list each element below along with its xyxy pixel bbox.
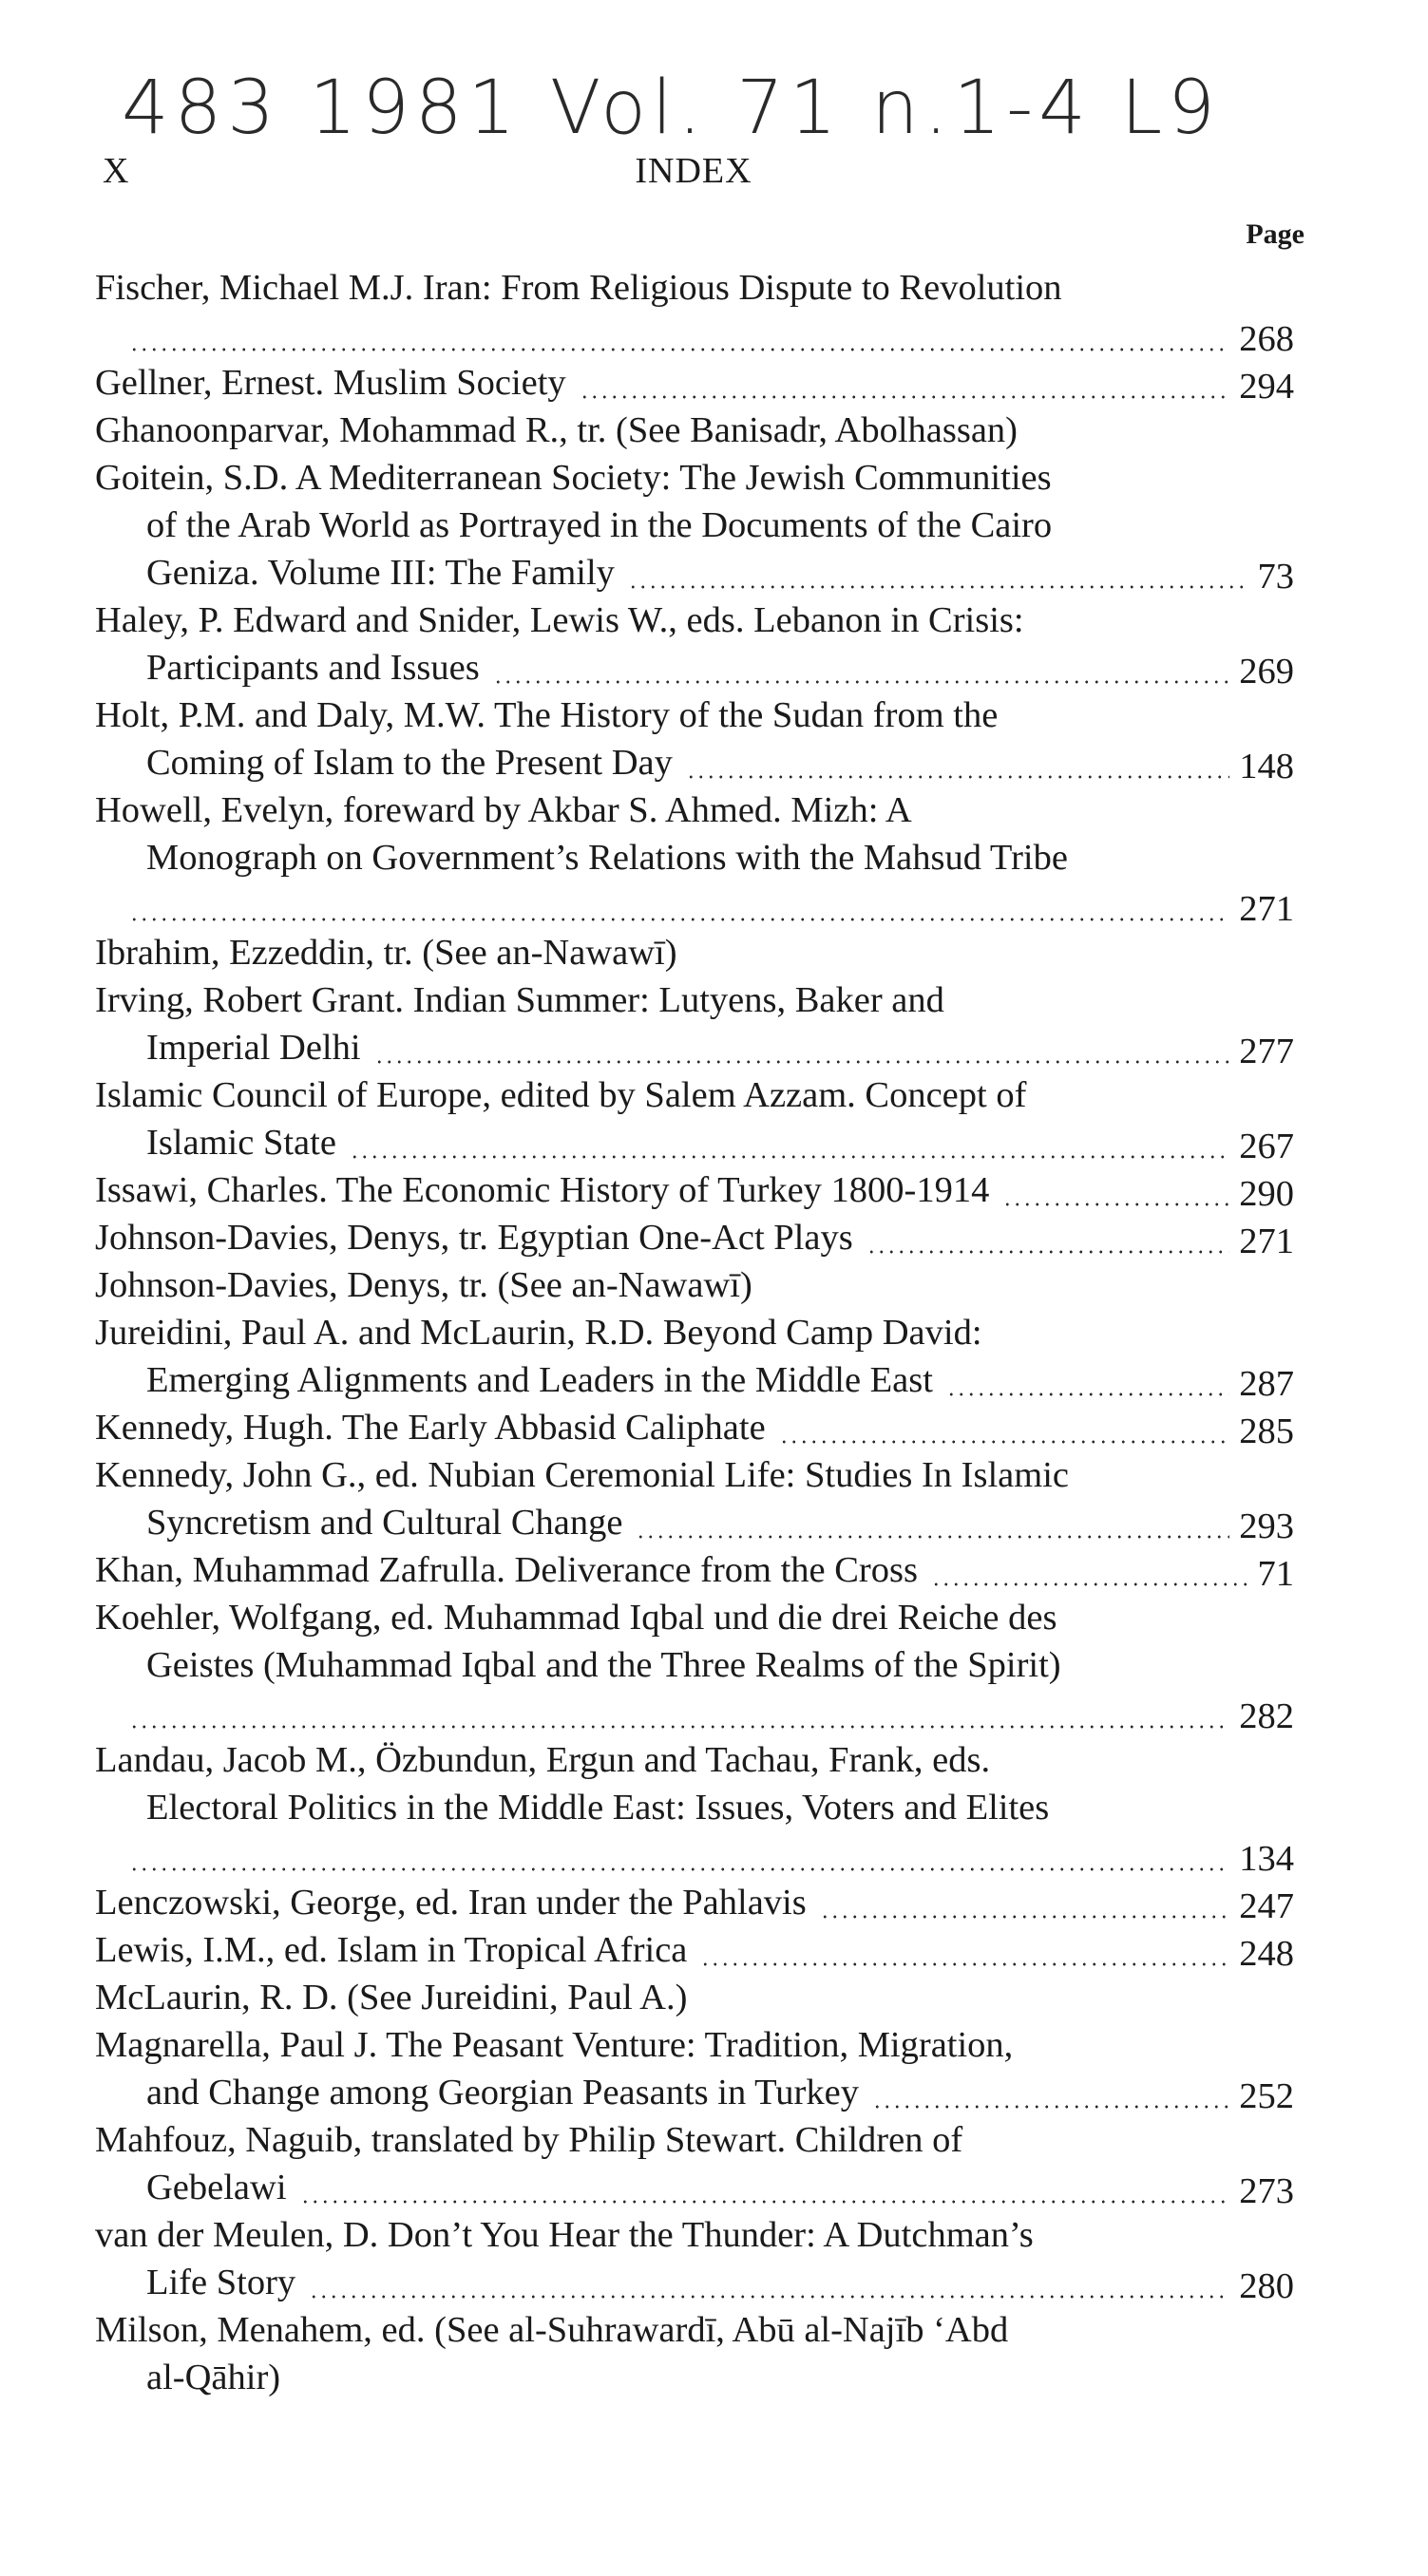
index-entry <box>95 407 1294 454</box>
index-entry <box>95 1309 1294 1404</box>
entry-text: Monograph on Government’s Relations with the Mahsud Tribe <box>146 838 1076 878</box>
entry-text: Holt, P.M. and Daly, M.W. The History of the Sudan from the <box>95 695 1005 735</box>
entry-text: van der Meulen, D. Don’t You Hear the Thunder: A Dutchman’s <box>95 2215 1041 2255</box>
entry-page-number: 252 <box>1239 2076 1294 2116</box>
leader-dots <box>872 2105 1229 2109</box>
leader-dots <box>686 775 1229 779</box>
entry-first-line <box>95 1879 1294 1926</box>
entry-page-number: 273 <box>1239 2171 1294 2211</box>
entry-first-line <box>95 2211 1294 2259</box>
entry-page-number: 287 <box>1239 1364 1294 1404</box>
entry-text: Milson, Menahem, ed. (See al-Suhrawardī, Abū al-Najīb ‘Abd <box>95 2310 1016 2350</box>
entry-page-number: 267 <box>1239 1127 1294 1166</box>
entry-text: Geistes (Muhammad Iqbal and the Three Realms of the Spirit) <box>146 1645 1069 1685</box>
index-entry <box>95 1214 1294 1261</box>
entry-first-line <box>95 929 1294 976</box>
entry-first-line <box>95 1071 1294 1119</box>
index-entry <box>95 691 1294 786</box>
entry-first-line <box>95 1736 1294 1784</box>
entry-text: Goitein, S.D. A Mediterranean Society: The Jewish Communities <box>95 458 1059 498</box>
index-entry <box>95 359 1294 407</box>
entry-first-line <box>95 1451 1294 1499</box>
index-entry <box>95 1071 1294 1166</box>
entry-continuation-line <box>95 1119 1294 1166</box>
leader-dots <box>374 1060 1230 1064</box>
entry-text: Gebelawi <box>146 2168 295 2207</box>
page-header <box>95 150 1292 207</box>
entry-continuation-line <box>95 2164 1294 2211</box>
entry-text: Irving, Robert Grant. Indian Summer: Lutyens, Baker and <box>95 980 952 1020</box>
entry-page-number: 269 <box>1239 652 1294 691</box>
entry-page-number: 248 <box>1239 1934 1294 1974</box>
index-entry <box>95 786 1294 929</box>
leader-dots <box>493 680 1230 684</box>
entry-continuation-line <box>95 1831 1294 1879</box>
index-entry <box>95 264 1294 359</box>
entry-text: Lewis, I.M., ed. Islam in Tropical Africa <box>95 1930 695 1970</box>
entry-text: Ghanoonparvar, Mohammad R., tr. (See Banisadr, Abolhassan) <box>95 410 1025 450</box>
entry-first-line <box>95 976 1294 1024</box>
entry-continuation-line <box>95 2069 1294 2116</box>
entry-continuation-line <box>95 2354 1294 2401</box>
entry-first-line <box>95 454 1294 502</box>
leader-dots <box>129 1725 1229 1729</box>
entry-continuation-line <box>95 312 1294 359</box>
index-entry <box>95 1166 1294 1214</box>
index-entry <box>95 1879 1294 1926</box>
entry-first-line <box>95 1404 1294 1451</box>
entry-first-line <box>95 691 1294 739</box>
entry-text: Kennedy, John G., ed. Nubian Ceremonial Life: Studies In Islamic <box>95 1455 1076 1495</box>
entry-continuation-line <box>95 2259 1294 2306</box>
entry-continuation-line <box>95 1356 1294 1404</box>
index-entry <box>95 1451 1294 1546</box>
entry-text: Johnson-Davies, Denys, tr. (See an-Nawawī) <box>95 1265 760 1305</box>
index-entry <box>95 929 1294 976</box>
page-number-roman: X <box>103 151 129 191</box>
entry-text: Life Story <box>146 2263 303 2302</box>
entry-text: Islamic Council of Europe, edited by Salem Azzam. Concept of <box>95 1075 1034 1115</box>
entry-text: Gellner, Ernest. Muslim Society <box>95 363 574 403</box>
entry-page-number: 134 <box>1239 1839 1294 1879</box>
entry-text: of the Arab World as Portrayed in the Documents of the Cairo <box>146 505 1059 545</box>
index-entry <box>95 2116 1294 2211</box>
entry-text: Coming of Islam to the Present Day <box>146 743 680 783</box>
index-entry <box>95 1974 1294 2021</box>
entry-page-number: 71 <box>1257 1554 1294 1594</box>
leader-dots <box>580 395 1230 399</box>
entry-text: Participants and Issues <box>146 648 487 688</box>
entry-page-number: 247 <box>1239 1886 1294 1926</box>
entry-page-number: 280 <box>1239 2266 1294 2306</box>
entry-page-number: 293 <box>1239 1506 1294 1546</box>
entry-text: and Change among Georgian Peasants in Turkey <box>146 2073 866 2112</box>
entry-text: Issawi, Charles. The Economic History of Turkey 1800-1914 <box>95 1170 997 1210</box>
entry-text: Syncretism and Cultural Change <box>146 1503 630 1543</box>
entry-page-number: 277 <box>1239 1032 1294 1071</box>
entry-first-line <box>95 1261 1294 1309</box>
entry-text: Jureidini, Paul A. and McLaurin, R.D. Beyond Camp David: <box>95 1313 990 1353</box>
index-entry <box>95 2211 1294 2306</box>
leader-dots <box>350 1155 1229 1159</box>
index-entry <box>95 454 1294 597</box>
entry-first-line <box>95 2306 1294 2354</box>
entry-page-number: 271 <box>1239 1222 1294 1261</box>
entry-first-line <box>95 1546 1294 1594</box>
leader-dots <box>636 1535 1229 1539</box>
index-entry <box>95 1546 1294 1594</box>
leader-dots <box>1002 1203 1229 1206</box>
entry-first-line <box>95 1309 1294 1356</box>
index-entry <box>95 1404 1294 1451</box>
handwritten-note-text: 483 1981 Vol. 71 n.1-4 L9 <box>122 66 1221 151</box>
leader-dots <box>300 2200 1230 2204</box>
entry-first-line <box>95 264 1294 312</box>
entry-first-line <box>95 1166 1294 1214</box>
entry-page-number: 271 <box>1239 889 1294 929</box>
leader-dots <box>628 585 1248 589</box>
entry-text: Imperial Delhi <box>146 1028 369 1068</box>
leader-dots <box>129 348 1229 351</box>
entry-first-line <box>95 2116 1294 2164</box>
leader-dots <box>129 1867 1229 1871</box>
entry-continuation-line <box>95 502 1294 549</box>
entry-page-number: 290 <box>1239 1174 1294 1214</box>
entry-continuation-line <box>95 1024 1294 1071</box>
entry-text: Magnarella, Paul J. The Peasant Venture: Tradition, Migration, <box>95 2025 1020 2065</box>
leader-dots <box>779 1440 1230 1444</box>
entry-text: Kennedy, Hugh. The Early Abbasid Caliphate <box>95 1408 773 1448</box>
leader-dots <box>931 1582 1248 1586</box>
leader-dots <box>946 1392 1229 1396</box>
index-entry <box>95 597 1294 691</box>
entry-page-number: 294 <box>1239 367 1294 407</box>
entry-text: Lenczowski, George, ed. Iran under the Pahlavis <box>95 1883 814 1923</box>
entry-text: Howell, Evelyn, foreward by Akbar S. Ahmed. Mizh: A <box>95 790 920 830</box>
entry-continuation-line <box>95 644 1294 691</box>
entry-text: Emerging Alignments and Leaders in the Middle East <box>146 1360 941 1400</box>
index-entry <box>95 1594 1294 1736</box>
index-entry <box>95 2306 1294 2401</box>
leader-dots <box>129 918 1229 921</box>
page-column-label: Page <box>1246 218 1304 250</box>
entry-text: Ibrahim, Ezzeddin, tr. (See an-Nawawī) <box>95 933 685 973</box>
entry-text: McLaurin, R. D. (See Jureidini, Paul A.) <box>95 1978 695 2017</box>
entry-text: Fischer, Michael M.J. Iran: From Religious Dispute to Revolution <box>95 268 1070 308</box>
entry-first-line <box>95 359 1294 407</box>
entry-text: Johnson-Davies, Denys, tr. Egyptian One-Act Plays <box>95 1218 861 1258</box>
entry-text: Khan, Muhammad Zafrulla. Deliverance from the Cross <box>95 1550 925 1590</box>
entry-continuation-line <box>95 881 1294 929</box>
entry-text: Electoral Politics in the Middle East: Issues, Voters and Elites <box>146 1788 1057 1828</box>
entry-page-number: 73 <box>1257 557 1294 597</box>
entry-page-number: 285 <box>1239 1411 1294 1451</box>
entry-first-line <box>95 1594 1294 1641</box>
leader-dots <box>820 1915 1230 1919</box>
entry-continuation-line <box>95 1641 1294 1689</box>
entry-continuation-line <box>95 834 1294 881</box>
entry-text: Koehler, Wolfgang, ed. Muhammad Iqbal und die drei Reiche des <box>95 1598 1064 1638</box>
entry-first-line <box>95 407 1294 454</box>
entry-text: al-Qāhir) <box>146 2358 288 2397</box>
index-entries <box>95 264 1294 2401</box>
leader-dots <box>866 1250 1230 1254</box>
entry-first-line <box>95 786 1294 834</box>
leader-dots <box>309 2295 1229 2299</box>
index-entry <box>95 1736 1294 1879</box>
entry-continuation-line <box>95 1689 1294 1736</box>
index-entry <box>95 976 1294 1071</box>
index-entry <box>95 2021 1294 2116</box>
entry-page-number: 148 <box>1239 747 1294 786</box>
entry-continuation-line <box>95 549 1294 597</box>
entry-text: Haley, P. Edward and Snider, Lewis W., eds. Lebanon in Crisis: <box>95 600 1032 640</box>
entry-text: Islamic State <box>146 1123 344 1163</box>
page-title: INDEX <box>635 151 752 191</box>
leader-dots <box>700 1962 1229 1966</box>
entry-text: Mahfouz, Naguib, translated by Philip Stewart. Children of <box>95 2120 970 2160</box>
entry-text: Geniza. Volume III: The Family <box>146 553 622 593</box>
entry-text: Landau, Jacob M., Özbundun, Ergun and Tachau, Frank, eds. <box>95 1740 998 1780</box>
entry-continuation-line <box>95 1499 1294 1546</box>
entry-page-number: 282 <box>1239 1696 1294 1736</box>
entry-continuation-line <box>95 1784 1294 1831</box>
entry-first-line <box>95 1926 1294 1974</box>
entry-first-line <box>95 1214 1294 1261</box>
entry-first-line <box>95 2021 1294 2069</box>
index-entry <box>95 1926 1294 1974</box>
entry-page-number: 268 <box>1239 319 1294 359</box>
entry-first-line <box>95 1974 1294 2021</box>
index-entry <box>95 1261 1294 1309</box>
entry-first-line <box>95 597 1294 644</box>
entry-continuation-line <box>95 739 1294 786</box>
